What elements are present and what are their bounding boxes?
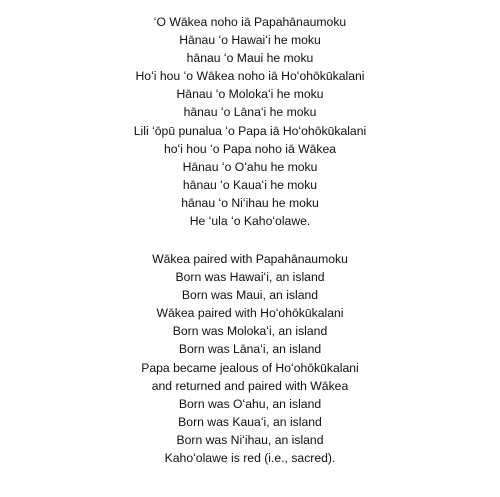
chant-line: Hānau ʻo Oʻahu he moku <box>182 159 318 174</box>
translation-line: Kahoʻolawe is red (i.e., sacred). <box>164 451 336 466</box>
chant-line: ʻO Wākea noho iā Papahānaumoku <box>153 15 347 29</box>
chant-line: hānau ʻo Kauaʻi he moku <box>182 177 318 192</box>
translation-line: Born was Hawaiʻi, an island <box>175 270 325 285</box>
chant-line: Hoʻi hou ʻo Wākea noho iā Hoʻohōkūkalani <box>135 69 365 84</box>
chant-line: hānau ʻo Lānaʻi he moku <box>183 105 317 120</box>
translation-line: Wākea paired with Hoʻohōkūkalani <box>156 306 344 321</box>
chant-line: Hānau ʻo Hawaiʻi he moku <box>179 33 321 48</box>
translation-line: Born was Oʻahu, an island <box>178 396 322 411</box>
chant-line: Lili ʻōpū punalua ʻo Papa iā Hoʻohōkūkalani <box>133 123 367 138</box>
translation-line: Born was Maui, an island <box>181 288 319 303</box>
english-translation <box>0 250 500 467</box>
translation-line: Born was Molokaʻi, an island <box>172 324 328 339</box>
translation-line: Papa became jealous of Hoʻohōkūkalani <box>141 360 359 375</box>
translation-line: and returned and paired with Wākea <box>151 378 349 393</box>
chant-line: hānau ʻo Niʻihau he moku <box>181 195 319 210</box>
chant-line: hoʻi hou ʻo Papa noho iā Wākea <box>163 141 337 156</box>
hawaiian-chant <box>0 13 500 230</box>
chant-line: He ʻula ʻo Kahoʻolawe. <box>189 214 311 229</box>
translation-line: Born was Niʻihau, an island <box>176 432 324 447</box>
translation-line: Born was Lānaʻi, an island <box>178 342 322 357</box>
translation-line: Born was Kauaʻi, an island <box>178 414 322 429</box>
chant-line: hānau ʻo Maui he moku <box>186 51 314 66</box>
translation-line: Wākea paired with Papahānaumoku <box>152 252 348 266</box>
chant-line: Hānau ʻo Molokaʻi he moku <box>176 87 324 102</box>
